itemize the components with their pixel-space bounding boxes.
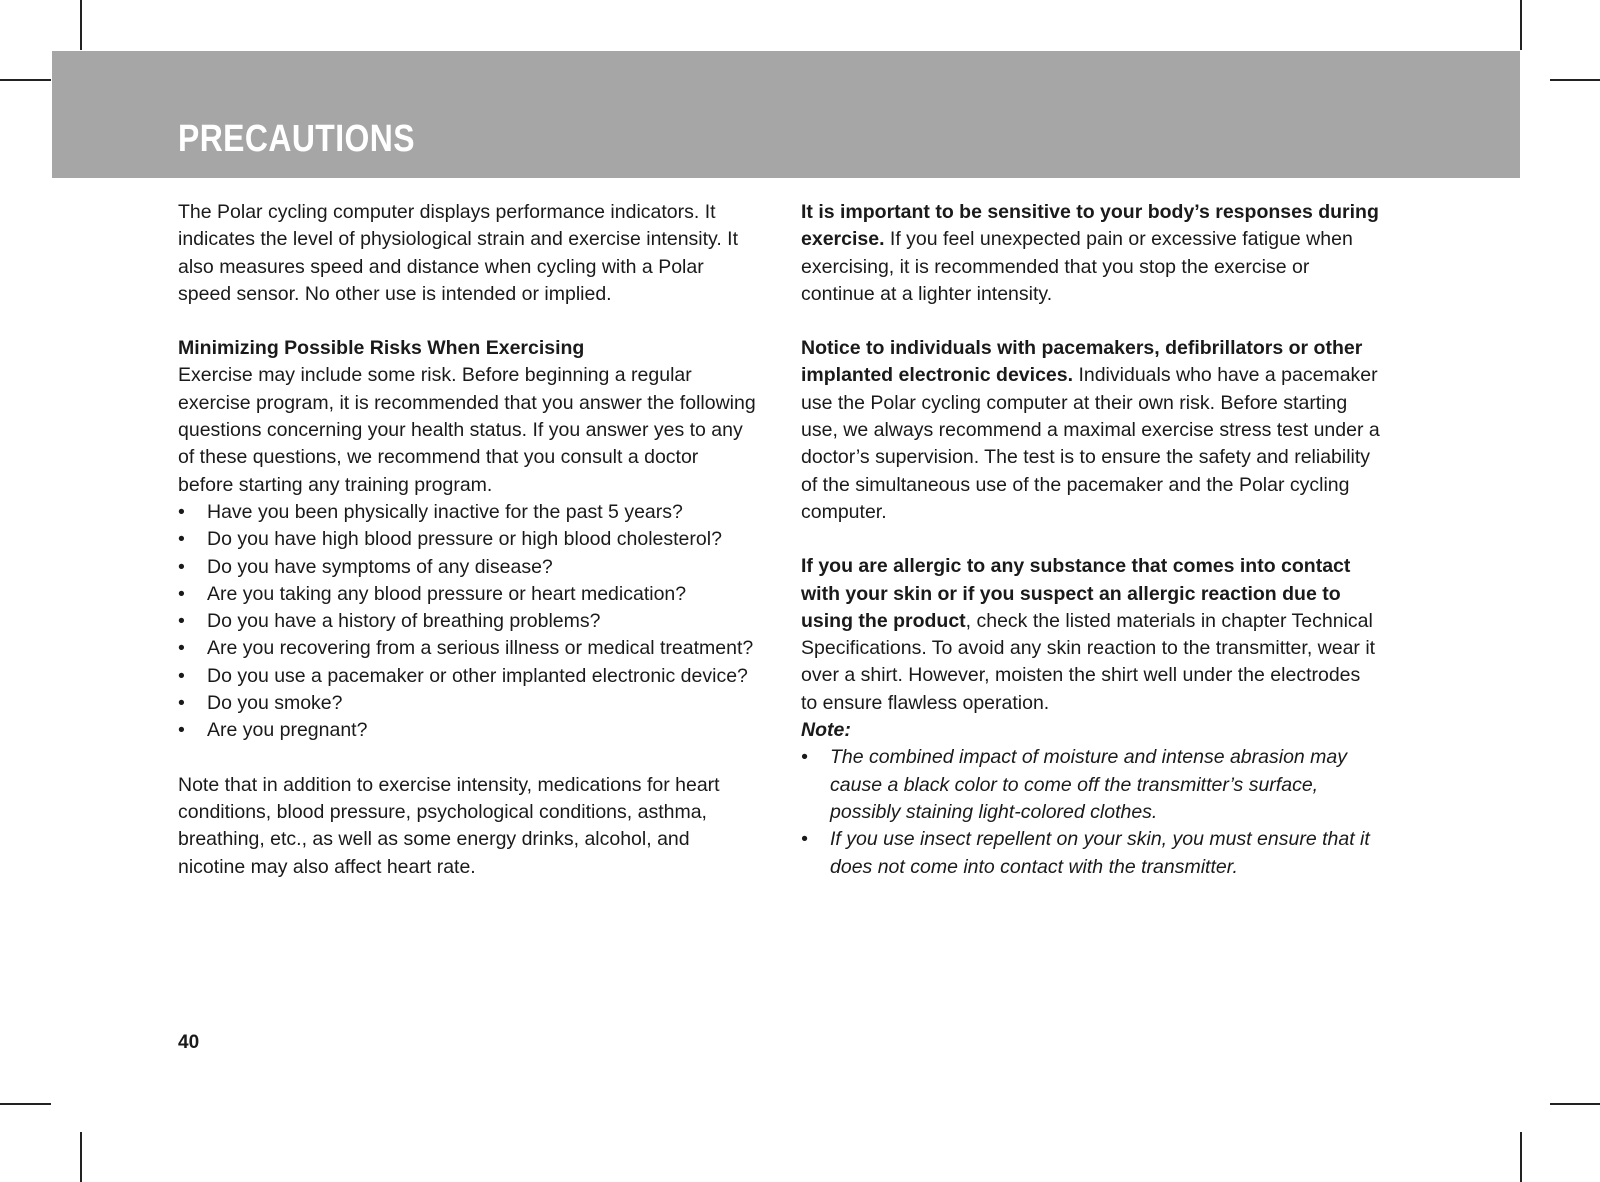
bullet-icon: • <box>178 528 185 551</box>
bullet-icon: • <box>178 664 185 687</box>
allergy-paragraph: If you are allergic to any substance that comes into contact with your skin or if you suspect an allergic reaction due to using the product, check the listed materials in chapter Technical Specifications. To avoid any skin reaction to the transmitter, wear it over a shirt. However, moisten the shirt well under the electrodes to ensure flawless operation. <box>801 555 1376 714</box>
list-item: • Do you have symptoms of any disease? <box>178 554 758 581</box>
list-item: • Do you have a history of breathing problems? <box>178 608 758 635</box>
bullet-icon: • <box>178 719 185 742</box>
health-questions-list <box>178 499 758 745</box>
bullet-icon: • <box>178 610 185 633</box>
list-item: • Are you pregnant? <box>178 717 758 744</box>
pacemaker-paragraph: Notice to individuals with pacemakers, defibrillators or other implanted electronic devices. Individuals who have a pacemaker use the Polar cycling computer at their own risk. Before starting use, we always recommend a maximal exercise stress test under a doctor’s supervision. The test is to ensure the safety and reliability of the simultaneous use of the pacemaker and the Polar cycling computer. <box>801 337 1380 523</box>
bullet-icon: • <box>178 555 185 578</box>
list-item: • Have you been physically inactive for the past 5 years? <box>178 499 758 526</box>
crop-mark <box>80 0 82 50</box>
heart-rate-note-paragraph: Note that in addition to exercise intensity, medications for heart conditions, blood pressure, psychological conditions, asthma, breathing, etc., as well as some energy drinks, alcohol, and nicotine may also affect heart rate. <box>178 773 720 878</box>
page-number: 40 <box>178 1032 200 1053</box>
list-item: • Do you use a pacemaker or other implanted electronic device? <box>178 663 758 690</box>
page-title: PRECAUTIONS <box>178 118 415 160</box>
crop-mark <box>0 79 51 81</box>
left-column <box>178 199 758 881</box>
list-item: • Are you taking any blood pressure or heart medication? <box>178 581 758 608</box>
crop-mark <box>1520 1132 1522 1182</box>
crop-mark <box>1550 79 1600 81</box>
list-item: • If you use insect repellent on your skin, you must ensure that it does not come into contact with the transmitter. <box>801 828 1370 878</box>
crop-mark <box>1520 0 1522 50</box>
note-label: Note: <box>801 719 851 742</box>
bullet-icon: • <box>178 637 185 660</box>
risks-paragraph: Exercise may include some risk. Before beginning a regular exercise program, it is recommended that you answer the following questions concerning your health status. If you answer yes to any of these questions, we recommend that you consult a doctor before starting any training program. <box>178 364 756 496</box>
crop-mark <box>80 1132 82 1182</box>
bullet-icon: • <box>801 828 808 851</box>
intro-paragraph: The Polar cycling computer displays performance indicators. It indicates the level of physiological strain and exercise intensity. It also measures speed and distance when cycling with a Polar speed sensor. No other use is intended or implied. <box>178 201 739 305</box>
risks-heading: Minimizing Possible Risks When Exercising <box>178 337 585 360</box>
sensitivity-paragraph: It is important to be sensitive to your body’s responses during exercise. If you feel unexpected pain or excessive fatigue when exercising, it is recommended that you stop the exercise or continue at a lighter intensity. <box>801 201 1379 305</box>
bullet-icon: • <box>178 582 185 605</box>
list-item: • Do you smoke? <box>178 690 758 717</box>
crop-mark <box>0 1103 51 1105</box>
transmitter-notes-list <box>801 744 1381 880</box>
list-item: • Do you have high blood pressure or high blood cholesterol? <box>178 526 758 553</box>
right-column <box>801 199 1381 881</box>
list-item: • Are you recovering from a serious illness or medical treatment? <box>178 635 758 662</box>
bullet-icon: • <box>801 746 808 769</box>
bullet-icon: • <box>178 500 185 523</box>
bullet-icon: • <box>178 692 185 715</box>
crop-mark <box>1550 1103 1600 1105</box>
list-item: • The combined impact of moisture and intense abrasion may cause a black color to come off the transmitter’s surface, possibly staining light-colored clothes. <box>801 746 1348 823</box>
